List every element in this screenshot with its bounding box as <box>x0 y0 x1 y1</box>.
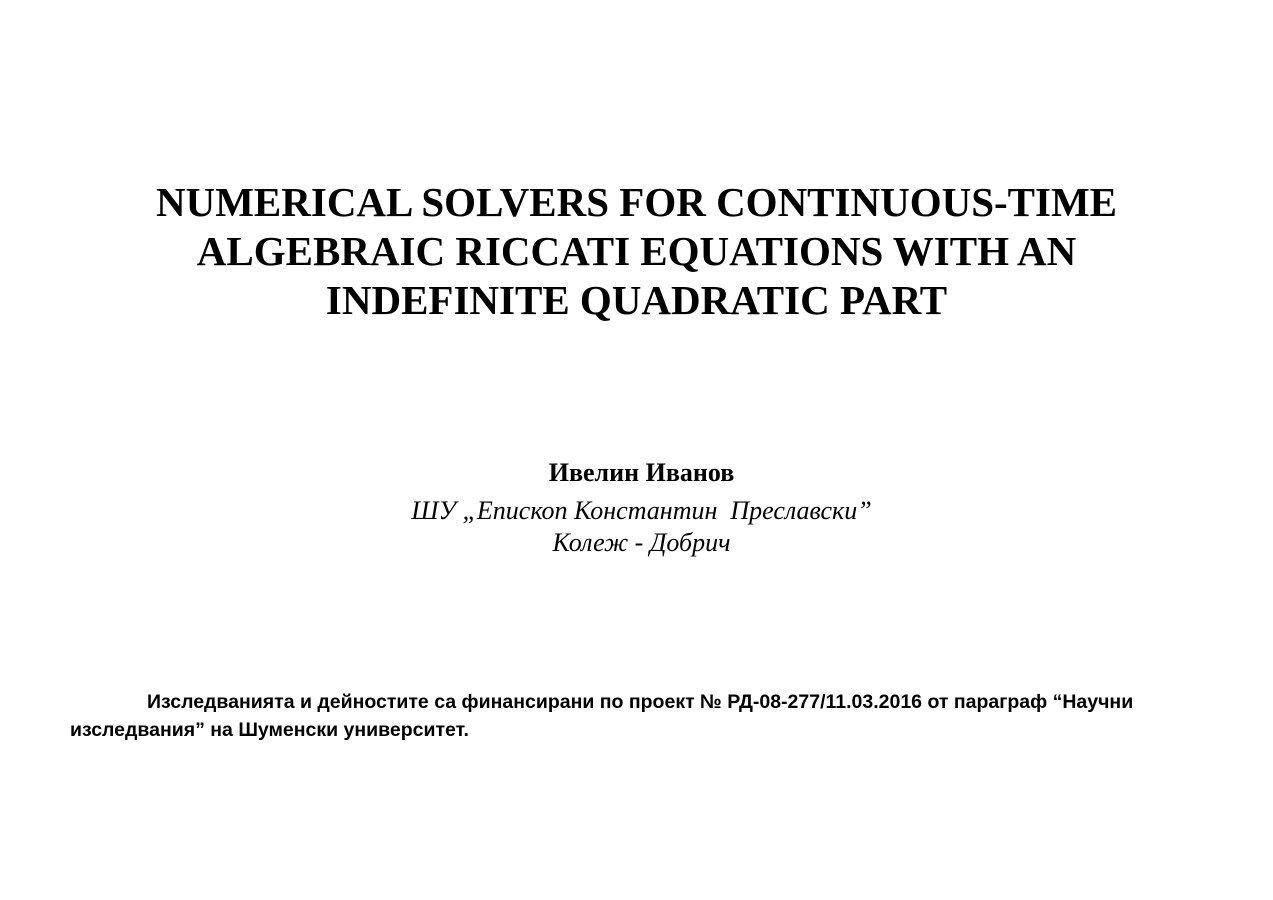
title-line: ALGEBRAIC RICCATI EQUATIONS WITH AN <box>196 228 1077 274</box>
author-affiliation: ШУ „Епископ Константин Преславски” <box>411 496 872 525</box>
author-name: Ивелин Иванов <box>548 458 735 487</box>
paper-title <box>0 178 1273 325</box>
funding-note-line: изследвания” на Шуменски университет. <box>70 719 469 741</box>
author-block <box>0 455 1273 559</box>
author-affiliation-city: Колеж - Добрич <box>552 528 731 557</box>
funding-note-line: Изследванията и дейностите са финансирани по проект № РД-08-277/11.03.2016 от параграф “Научни <box>147 691 1134 713</box>
title-line: NUMERICAL SOLVERS FOR CONTINUOUS-TIME <box>156 179 1117 225</box>
title-line: INDEFINITE QUADRATIC PART <box>325 277 948 323</box>
funding-note <box>70 688 1210 744</box>
